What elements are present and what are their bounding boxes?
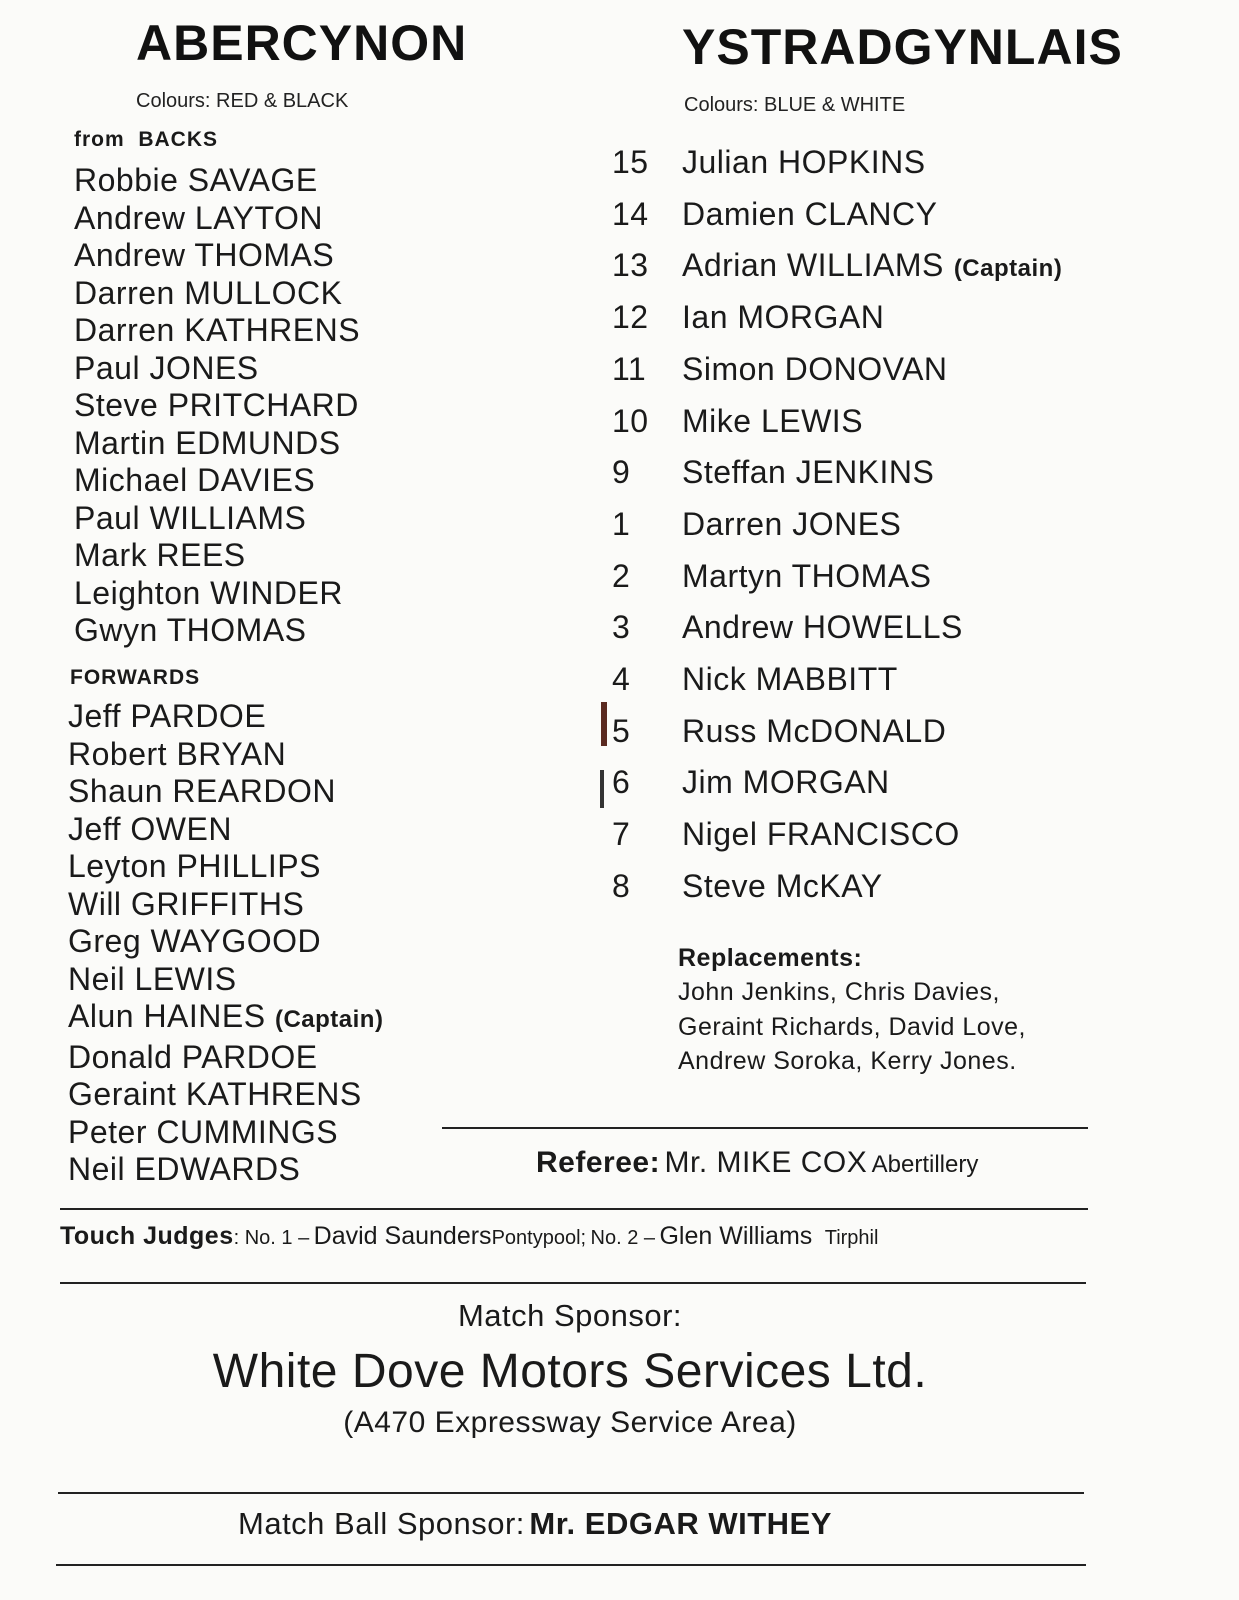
player-name: Peter CUMMINGS — [68, 1113, 339, 1150]
player-name: Martin EDMUNDS — [74, 424, 341, 461]
referee-club: Abertillery — [871, 1151, 979, 1178]
away-player-row — [612, 144, 1172, 184]
touch-judge-2-club: Tirphil — [824, 1227, 879, 1249]
away-player-row — [612, 196, 1172, 236]
player-name: Leyton PHILLIPS — [68, 848, 321, 884]
match-sponsor-name: White Dove Motors Services Ltd. — [212, 1345, 928, 1398]
away-player-row — [612, 558, 1172, 598]
player-name: Paul JONES — [74, 349, 259, 386]
player-name: Alun HAINES — [68, 998, 266, 1034]
jersey-number: 11 — [612, 350, 647, 387]
replacements-line: Andrew Soroka, Kerry Jones. — [678, 1047, 1017, 1075]
player-name-text: Nigel FRANCISCO — [682, 816, 960, 853]
divider — [56, 1564, 1086, 1566]
player-name — [682, 247, 1062, 284]
touch-judge-2-label: No. 2 – — [590, 1227, 656, 1249]
player-name-text: Jim MORGAN — [682, 764, 890, 801]
jersey-number: 14 — [612, 195, 649, 232]
player-name: Neil LEWIS — [68, 960, 237, 997]
player-name: Darren KATHRENS — [74, 312, 361, 348]
home-team-name: ABERCYNON — [136, 15, 468, 71]
player-name-text: Russ McDONALD — [682, 712, 947, 749]
player-name: Darren MULLOCK — [74, 274, 343, 311]
away-player-row — [612, 299, 1172, 339]
player-name-text: Mike LEWIS — [682, 402, 864, 439]
away-player-row — [612, 609, 1172, 649]
player-name — [682, 713, 946, 750]
player-name — [682, 299, 884, 336]
match-sponsor-location: (A470 Expressway Service Area) — [343, 1406, 797, 1439]
jersey-number: 13 — [612, 247, 649, 284]
replacements-line: Geraint Richards, David Love, — [678, 1012, 1026, 1041]
home-captain-row — [68, 998, 383, 1039]
away-player-row — [612, 661, 1172, 701]
player-name: Mark REES — [74, 537, 246, 573]
jersey-number: 7 — [612, 816, 631, 853]
touch-judge-1-name: David Saunders — [313, 1222, 492, 1250]
player-name — [682, 609, 963, 646]
home-team-colours: Colours: RED & BLACK — [136, 90, 349, 112]
jersey-number: 9 — [612, 454, 631, 491]
player-name: Will GRIFFITHS — [68, 885, 305, 922]
jersey-number: 5 — [612, 712, 631, 749]
player-name: Donald PARDOE — [68, 1038, 318, 1075]
ball-sponsor-name: Mr. EDGAR WITHEY — [529, 1506, 832, 1541]
ball-sponsor-line — [238, 1506, 832, 1542]
player-name-text: Steffan JENKINS — [682, 454, 935, 491]
player-name: Andrew LAYTON — [74, 199, 323, 236]
jersey-number: 2 — [612, 557, 631, 594]
player-name: Geraint KATHRENS — [68, 1076, 362, 1112]
player-name-text: Simon DONOVAN — [682, 350, 948, 387]
player-name: Gwyn THOMAS — [74, 612, 307, 648]
stain-mark — [601, 702, 607, 746]
player-name-text: Darren JONES — [682, 505, 902, 542]
away-player-row — [612, 506, 1172, 546]
player-name — [682, 764, 890, 801]
touch-judge-1-club: Pontypool; — [491, 1227, 587, 1249]
player-name-text: Julian HOPKINS — [682, 144, 926, 180]
player-name: Jeff PARDOE — [68, 698, 267, 734]
player-name — [682, 506, 901, 543]
ball-sponsor-label: Match Ball Sponsor: — [238, 1506, 525, 1541]
player-name — [682, 196, 937, 233]
captain-tag: (Captain) — [953, 255, 1063, 283]
player-name: Paul WILLIAMS — [74, 499, 307, 536]
player-name-text: Nick MABBITT — [682, 661, 898, 697]
player-name: Neil EDWARDS — [68, 1151, 301, 1187]
away-player-row — [612, 868, 1172, 908]
player-name — [682, 816, 960, 853]
player-name — [682, 868, 883, 905]
home-backs-heading: from BACKS — [74, 128, 219, 151]
away-player-row — [612, 247, 1172, 287]
player-name-text: Ian MORGAN — [682, 299, 885, 336]
player-name-text: Damien CLANCY — [682, 195, 938, 232]
away-players-list — [612, 144, 1212, 924]
away-player-row — [612, 351, 1172, 391]
player-name: Andrew THOMAS — [74, 237, 335, 273]
player-name: Leighton WINDER — [74, 574, 343, 611]
referee-label: Referee: — [536, 1146, 661, 1179]
replacements-heading: Replacements: — [678, 944, 863, 972]
player-name — [682, 661, 898, 698]
home-backs-list — [74, 162, 360, 650]
jersey-number: 6 — [612, 764, 631, 801]
player-name — [682, 351, 948, 388]
player-name-text: Andrew HOWELLS — [682, 609, 963, 646]
away-player-row — [612, 764, 1172, 804]
captain-tag: (Captain) — [274, 1006, 384, 1033]
divider — [58, 1492, 1084, 1494]
jersey-number: 12 — [612, 299, 649, 336]
touch-judges-line — [60, 1222, 878, 1251]
stain-mark — [600, 770, 604, 808]
jersey-number: 4 — [612, 661, 631, 697]
divider — [442, 1127, 1088, 1129]
player-name: Robert BRYAN — [68, 735, 287, 772]
jersey-number: 8 — [612, 867, 631, 904]
divider — [60, 1282, 1086, 1284]
match-sponsor-label: Match Sponsor: — [457, 1298, 683, 1333]
away-player-row — [612, 816, 1172, 856]
jersey-number: 3 — [612, 609, 631, 646]
player-name-text: Adrian WILLIAMS — [682, 247, 944, 284]
replacements-block — [678, 944, 1026, 1079]
player-name: Shaun REARDON — [68, 773, 336, 809]
player-name-text: Martyn THOMAS — [682, 557, 932, 594]
player-name: Jeff OWEN — [68, 810, 232, 847]
away-team-name: YSTRADGYNLAIS — [682, 19, 1123, 75]
jersey-number: 15 — [612, 144, 649, 180]
divider — [60, 1208, 1088, 1210]
player-name — [682, 558, 932, 595]
player-name — [682, 144, 926, 181]
away-player-row — [612, 403, 1172, 443]
player-name: Greg WAYGOOD — [68, 923, 322, 959]
away-player-row — [612, 454, 1172, 494]
referee-name: Mr. MIKE COX — [664, 1146, 868, 1179]
home-forwards-list — [68, 698, 383, 1189]
jersey-number: 1 — [612, 505, 631, 542]
touch-judge-1-label: : No. 1 – — [233, 1227, 310, 1249]
away-player-row — [612, 713, 1172, 753]
touch-judges-label: Touch Judges — [60, 1222, 234, 1250]
player-name: Michael DAVIES — [74, 462, 316, 498]
player-name — [682, 403, 863, 440]
player-name — [682, 454, 934, 491]
away-team-colours: Colours: BLUE & WHITE — [684, 94, 906, 116]
player-name: Steve PRITCHARD — [74, 387, 359, 423]
player-name: Robbie SAVAGE — [74, 162, 318, 198]
player-name-text: Steve McKAY — [682, 867, 883, 904]
jersey-number: 10 — [612, 402, 649, 439]
home-forwards-heading: FORWARDS — [70, 666, 201, 689]
replacements-line: John Jenkins, Chris Davies, — [678, 978, 1000, 1006]
referee-line — [536, 1146, 978, 1180]
touch-judge-2-name: Glen Williams — [659, 1222, 813, 1250]
